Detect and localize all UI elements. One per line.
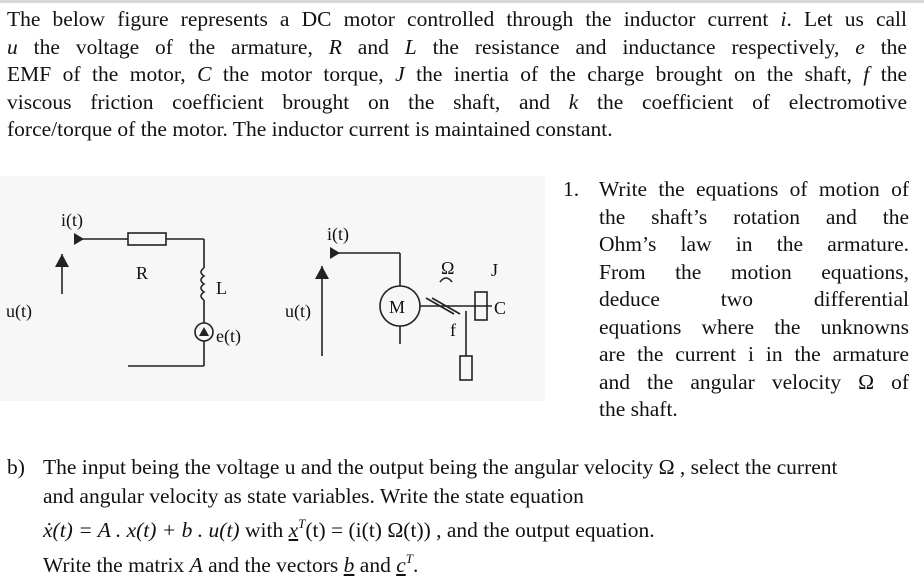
vector-c: c <box>396 553 406 577</box>
question-1-text <box>599 176 909 424</box>
intro-line-1 <box>7 6 907 34</box>
intro-text: the <box>865 35 907 59</box>
intro-text: . Let us call <box>786 7 907 31</box>
question-1-line: the shaft. <box>599 396 909 424</box>
question-b-text <box>43 453 923 579</box>
right-voltage-label: u(t) <box>285 301 311 322</box>
intro-line-3 <box>7 61 907 89</box>
circuit-figure <box>0 176 545 401</box>
resistor-label: R <box>136 263 148 283</box>
circuit-diagram <box>0 176 545 401</box>
omega-label: Ω <box>441 258 454 278</box>
var-u: u <box>7 35 18 59</box>
question-b-text-part: Write the matrix <box>43 553 190 577</box>
var-i: i <box>780 7 786 31</box>
torque-label: C <box>494 298 506 318</box>
var-f: f <box>863 62 869 86</box>
motor-label: M <box>389 297 405 317</box>
intro-text: The below figure represents a DC motor controlled through the inductor current <box>7 7 780 31</box>
question-1-line: equations where the unknowns <box>599 314 909 342</box>
intro-text: the resistance and inductance respectively, <box>417 35 856 59</box>
state-equation-lhs: ẋ(t) = A . x(t) + b . u(t) <box>43 518 240 542</box>
question-b-text-part: and <box>354 553 396 577</box>
var-k: k <box>569 90 579 114</box>
transpose-mark: T <box>298 516 305 531</box>
inertia-label: J <box>491 260 498 280</box>
top-rule <box>0 0 924 3</box>
intro-text: viscous friction coefficient brought on the shaft, and <box>7 90 569 114</box>
intro-text: the coefficient of electromotive <box>578 90 907 114</box>
var-C: C <box>197 62 211 86</box>
matrix-A: A <box>190 553 203 577</box>
question-1-line: are the current i in the armature <box>599 341 909 369</box>
question-b-text-part: and the vectors <box>203 553 344 577</box>
left-voltage-label: u(t) <box>6 301 32 322</box>
transpose-mark: T <box>406 551 413 566</box>
intro-text: the voltage of the armature, <box>18 35 329 59</box>
question-1-line: From the motion equations, <box>599 259 909 287</box>
question-1-number: 1. <box>563 176 579 204</box>
var-e: e <box>855 35 865 59</box>
vector-b: b <box>344 553 355 577</box>
var-R: R <box>329 35 342 59</box>
right-current-label: i(t) <box>327 224 349 245</box>
intro-text: and <box>342 35 405 59</box>
state-equation-text: with <box>240 518 289 542</box>
intro-text: the motor torque, <box>211 62 395 86</box>
intro-line-4 <box>7 89 907 117</box>
state-vector: x <box>289 518 299 542</box>
intro-text: EMF of the motor, <box>7 62 197 86</box>
question-b-line: The input being the voltage u and the output being the angular velocity Ω , select the current <box>43 453 923 482</box>
emf-label: e(t) <box>216 326 241 347</box>
friction-label: f <box>450 320 456 340</box>
state-equation-rhs: (t) = (i(t) Ω(t)) , and the output equation. <box>305 518 654 542</box>
intro-line-5: force/torque of the motor. The inductor current is maintained constant. <box>7 116 907 144</box>
state-equation <box>43 510 923 545</box>
question-1-line: the shaft’s rotation and the <box>599 204 909 232</box>
var-J: J <box>395 62 405 86</box>
inductor-label: L <box>216 278 227 298</box>
var-L: L <box>405 35 417 59</box>
intro-text: the inertia of the charge brought on the shaft, <box>405 62 864 86</box>
question-1-line: Write the equations of motion of <box>599 176 909 204</box>
question-b-line: and angular velocity as state variables. Write the state equation <box>43 482 923 511</box>
intro-text: the <box>869 62 907 86</box>
question-1-line: and the angular velocity Ω of <box>599 369 909 397</box>
question-1-line: deduce two differential <box>599 286 909 314</box>
left-current-label: i(t) <box>61 210 83 231</box>
problem-intro <box>7 6 907 144</box>
question-b-line <box>43 545 923 579</box>
question-b-label: b) <box>7 453 25 482</box>
question-1-line: Ohm’s law in the armature. <box>599 231 909 259</box>
intro-line-2 <box>7 34 907 62</box>
question-b-text-part: . <box>413 553 418 577</box>
